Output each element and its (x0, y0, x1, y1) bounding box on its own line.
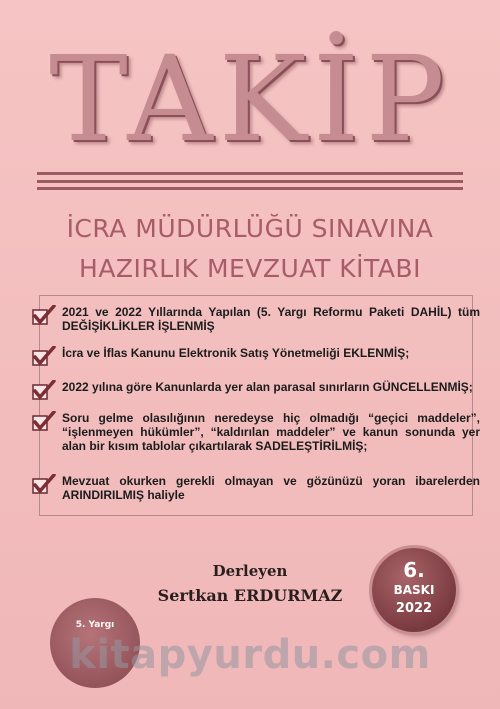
check-icon (32, 474, 56, 494)
feature-text: İcra ve İflas Kanunu Elektronik Satış Yönetmeliği EKLENMİŞ; (62, 346, 410, 360)
compiler-name: Sertkan ERDURMAZ (157, 586, 343, 605)
check-icon (32, 411, 56, 431)
feature-item-1 (32, 305, 480, 333)
feature-item-3 (32, 380, 480, 394)
book-title: TAKİP (49, 30, 451, 168)
feature-item-4 (32, 411, 480, 453)
title-rule-bottom (37, 187, 463, 190)
subtitle-line2: HAZIRLIK MEVZUAT KİTABI (79, 254, 421, 283)
title-rule-mid (37, 180, 463, 183)
compiler-label: Derleyen (212, 562, 288, 580)
check-icon (32, 346, 56, 366)
watermark: kitapyurdu.com (69, 632, 431, 678)
feature-text: Mevzuat okurken gerekli olmayan ve gözünüzü yoran ibarelerden ARINDIRILMIŞ haliyle (62, 474, 480, 502)
title-rule-top (37, 172, 463, 175)
feature-text: 2021 ve 2022 Yıllarında Yapılan (5. Yargı Reformu Paketi DAHİL) tüm DEĞİŞİKLİKLER İŞLENMİŞ (62, 305, 480, 333)
check-icon (32, 380, 56, 400)
feature-item-5 (32, 474, 480, 502)
feature-text: Soru gelme olasılığının neredeyse hiç olmadığı “geçici maddeler”, “işlenmeyen hükümler”, “kaldırılan maddeler” ve kanun sonunda yer alan bir kısım tablolar çıkartılarak SADELEŞTİRİLMİŞ; (62, 411, 480, 453)
check-icon (32, 305, 56, 325)
edition-badge (372, 548, 456, 632)
subtitle-line1: İCRA MÜDÜRLÜĞÜ SINAVINA (66, 214, 434, 243)
edition-label: BASKI (393, 583, 435, 597)
edition-year: 2022 (395, 601, 433, 616)
edition-number: 6. (403, 558, 425, 582)
seal-text: 5. Yargı (75, 620, 115, 630)
feature-text: 2022 yılına göre Kanunlarda yer alan parasal sınırların GÜNCELLENMİŞ; (62, 380, 473, 394)
feature-item-2 (32, 346, 480, 360)
